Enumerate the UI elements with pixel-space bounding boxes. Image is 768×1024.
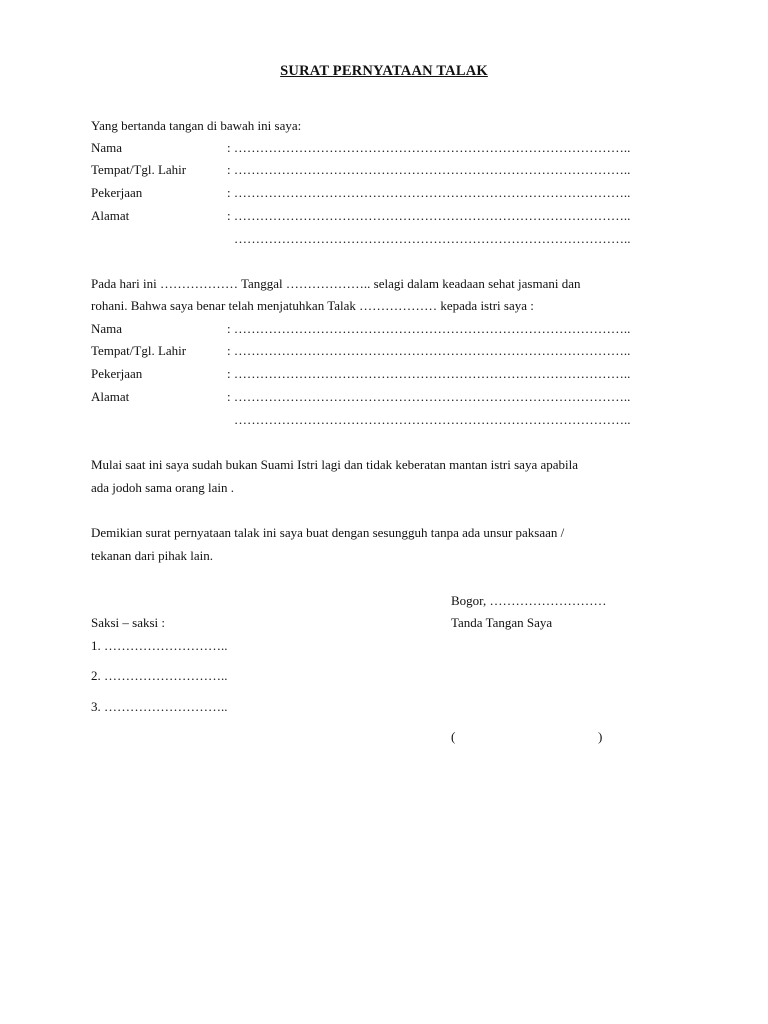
field-alamat-continuation-1: ……………………………………………………………………………….. [234,231,631,246]
field-value-nama-1: : ……………………………………………………………………………….. [227,140,631,155]
field-value-pekerjaan-2: : ……………………………………………………………………………….. [227,366,631,381]
signature-paren-open: ( [451,729,456,744]
field-label-nama-2: Nama [91,321,123,336]
paragraph-1-line-1: Pada hari ini ……………… Tanggal ……………….. selagi dalam keadaan sehat jasmani dan [91,276,581,291]
field-label-ttl-2: Tempat/Tgl. Lahir [91,343,187,358]
field-value-pekerjaan-1: : ……………………………………………………………………………….. [227,185,631,200]
field-value-alamat-2: : ……………………………………………………………………………….. [227,389,631,404]
paragraph-3-line-1: Demikian surat pernyataan talak ini saya buat dengan sesungguh tanpa ada unsur paksaan / [91,525,565,540]
witness-line-2: 2. ……………………….. [91,668,228,683]
field-label-nama-1: Nama [91,140,123,155]
place-date: Bogor, ……………………… [451,593,607,608]
paragraph-2-line-1: Mulai saat ini saya sudah bukan Suami Istri lagi dan tidak keberatan mantan istri saya apabila [91,457,578,472]
field-value-nama-2: : ……………………………………………………………………………….. [227,321,631,336]
witness-line-3: 3. ……………………….. [91,699,228,714]
field-value-ttl-2: : ……………………………………………………………………………….. [227,343,631,358]
signature-paren-close: ) [598,729,603,744]
field-label-ttl-1: Tempat/Tgl. Lahir [91,162,187,177]
paragraph-1-line-2: rohani. Bahwa saya benar telah menjatuhkan Talak ……………… kepada istri saya : [91,298,534,313]
field-alamat-continuation-2: ……………………………………………………………………………….. [234,412,631,427]
intro-text: Yang bertanda tangan di bawah ini saya: [91,118,302,133]
paragraph-3-line-2: tekanan dari pihak lain. [91,548,214,563]
signature-heading: Tanda Tangan Saya [451,615,553,630]
witness-line-1: 1. ……………………….. [91,638,228,653]
field-label-pekerjaan-1: Pekerjaan [91,185,143,200]
witness-heading: Saksi – saksi : [91,615,166,630]
field-label-pekerjaan-2: Pekerjaan [91,366,143,381]
field-label-alamat-1: Alamat [91,208,130,223]
field-value-alamat-1: : ……………………………………………………………………………….. [227,208,631,223]
document-title: SURAT PERNYATAAN TALAK [280,63,488,79]
field-value-ttl-1: : ……………………………………………………………………………….. [227,162,631,177]
paragraph-2-line-2: ada jodoh sama orang lain . [91,480,234,495]
field-label-alamat-2: Alamat [91,389,130,404]
